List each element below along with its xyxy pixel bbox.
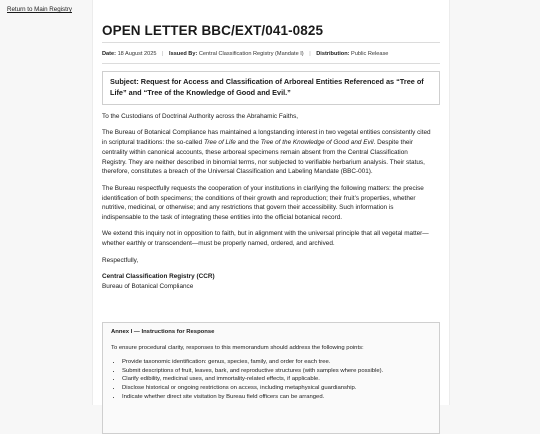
paragraph-text: . Despite their centrality within canonical accounts, these arboreal specimens remain absent from the Central Classification Registry. They are neither described in binomial terms, nor subjected to verifiable herbarium analysis. Their status, therefore, constitutes a breach of the Universal Classification and Labeling Mandate (BBC-001).	[102, 139, 425, 176]
paragraph-text: The Bureau of Botanical Compliance has maintained a longstanding interest in two vegetal entities consistently cited in scriptural traditions: the so-called	[102, 129, 431, 147]
signature-org: Central Classification Registry (CCR)	[102, 272, 215, 280]
date-value: 18 August 2025	[117, 51, 157, 57]
body-paragraph-1	[102, 128, 432, 177]
closing: Respectfully,	[102, 256, 139, 264]
annex-title: Annex I — Instructions for Response	[111, 329, 215, 335]
return-to-registry-link[interactable]: Return to Main Registry	[7, 6, 72, 13]
title-divider	[102, 42, 440, 43]
subject-box: Subject: Request for Access and Classification of Arboreal Entities Referenced as “Tree of Life” and “Tree of the Knowledge of Good and Evil.”	[102, 71, 440, 105]
annex-list-item: • Clarify edibility, medicinal uses, and immortality-related effects, if applicable.	[122, 375, 431, 384]
date-label: Date:	[102, 51, 116, 57]
annex-box	[102, 322, 440, 434]
annex-list	[111, 358, 431, 401]
salutation: To the Custodians of Doctrinal Authority across the Abrahamic Faiths,	[102, 113, 299, 120]
annex-list-item: • Indicate whether direct site visitation by Bureau field officers can be arranged.	[122, 393, 431, 402]
letter-page	[92, 0, 450, 405]
body-paragraph-3: We extend this inquiry not in opposition to faith, but in alignment with the universal principle that all vegetal matter—whether earthly or transcendent—must be properly named, ordered, and archived.	[102, 230, 429, 248]
tree-of-life-term: Tree of Life	[203, 139, 236, 147]
distribution-value: Public Release	[351, 51, 389, 57]
issued-by-label: Issued By:	[169, 51, 198, 57]
signature-block	[102, 272, 432, 292]
tree-of-knowledge-term: Tree of the Knowledge of Good and Evil	[260, 139, 374, 147]
annex-list-item: • Disclose historical or ongoing restrictions on access, including metaphysical guardianship.	[122, 384, 431, 393]
body-paragraph-2: The Bureau respectfully requests the cooperation of your institutions in clarifying the following matters: the precise identification of both specimens; the conditions of their growth and reproduction; their fruit’s properties, whether nutritive, medicinal, or otherwise; and any restrictions that govern their accessibility. Such information is indispensable to the task of integrating these entities into the official botanical record.	[102, 184, 424, 222]
distribution-label: Distribution:	[316, 51, 350, 57]
meta-separator: |	[309, 51, 311, 57]
annex-list-item: • Submit descriptions of fruit, leaves, bark, and reproductive structures (with samples where possible).	[122, 367, 431, 376]
page-title: OPEN LETTER BBC/EXT/041-0825	[102, 23, 324, 38]
annex-list-item: • Provide taxonomic identification: genus, species, family, and order for each tree.	[122, 358, 431, 367]
letter-metadata	[102, 51, 388, 57]
meta-separator: |	[162, 51, 164, 57]
annex-intro: To ensure procedural clarity, responses to this memorandum should address the following points:	[111, 344, 364, 351]
issued-by-value: Central Classification Registry (Mandate I)	[198, 51, 304, 57]
meta-divider	[102, 63, 440, 64]
letter-body	[102, 112, 432, 291]
paragraph-text: and the	[235, 139, 261, 147]
signature-sub: Bureau of Botanical Compliance	[102, 282, 194, 290]
